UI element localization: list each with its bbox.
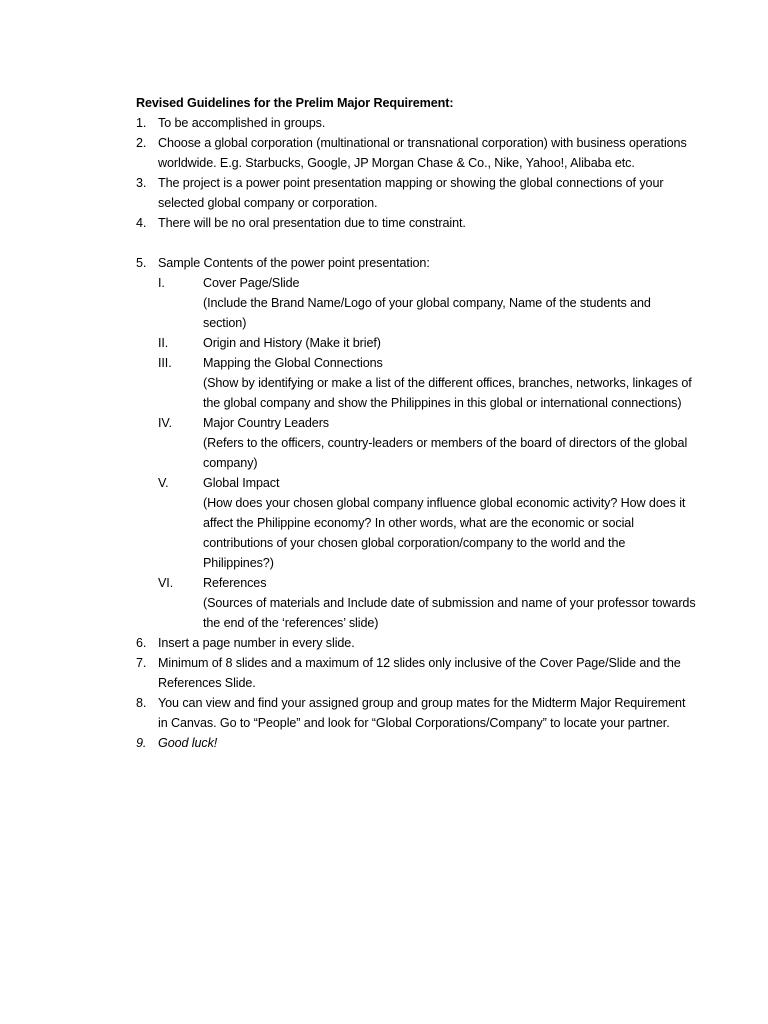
list-item-1 (136, 113, 696, 133)
sublist-body (203, 273, 696, 333)
roman-numeral: IV. (158, 416, 172, 430)
sublist-note: (Refers to the officers, country-leaders or members of the board of directors of the global company) (203, 436, 688, 470)
list-item-2 (136, 133, 696, 173)
roman-numeral: VI. (158, 576, 174, 590)
sublist-heading: Origin and History (Make it brief) (203, 336, 381, 350)
list-content (158, 253, 696, 633)
blank-line (136, 233, 696, 253)
list-number: 5. (136, 256, 147, 270)
sublist-body (203, 353, 696, 413)
list-text: To be accomplished in groups. (158, 116, 326, 130)
sublist-note: (Show by identifying or make a list of the different offices, branches, networks, linkages of the global company and show the Philippines in this global or international connections) (203, 376, 692, 410)
sublist-note: (Sources of materials and Include date of submission and name of your professor towards the end of the ‘references’ slide) (203, 596, 696, 630)
list-number: 1. (136, 116, 147, 130)
document-body (136, 93, 696, 753)
sublist-heading: Cover Page/Slide (203, 276, 300, 290)
sublist-body (203, 413, 696, 473)
list-item-9 (136, 733, 696, 753)
document-title: Revised Guidelines for the Prelim Major Requirement: (136, 96, 454, 110)
list-item-4 (136, 213, 696, 233)
list-text: Choose a global corporation (multinational or transnational corporation) with business operations worldwide. E.g. Starbucks, Google, JP Morgan Chase & Co., Nike, Yahoo!, Alibaba etc. (158, 136, 687, 170)
sublist-item-6 (158, 573, 696, 633)
list-number: 4. (136, 216, 147, 230)
list-number: 2. (136, 136, 147, 150)
list-number: 7. (136, 656, 147, 670)
list-item-6 (136, 633, 696, 653)
sublist-body (203, 573, 696, 633)
list-item-8 (136, 693, 696, 733)
list-item-7 (136, 653, 696, 693)
sublist-note: (Include the Brand Name/Logo of your global company, Name of the students and section) (203, 296, 651, 330)
sublist-body (203, 473, 696, 573)
sublist-heading: Major Country Leaders (203, 416, 329, 430)
list-text: Minimum of 8 slides and a maximum of 12 slides only inclusive of the Cover Page/Slide and the References Slide. (158, 656, 681, 690)
list-text: You can view and find your assigned group and group mates for the Midterm Major Requirement in Canvas. Go to “People” and look for “Global Corporations/Company” to locate your partner. (158, 696, 686, 730)
roman-numeral: II. (158, 336, 169, 350)
list-number: 6. (136, 636, 147, 650)
sublist-note: (How does your chosen global company influence global economic activity? How does it affect the Philippine economy? In other words, what are the economic or social contributions of your chosen global corporation/company to the world and the Philippines?) (203, 496, 686, 570)
list-text: Good luck! (158, 736, 218, 750)
list-text: The project is a power point presentation mapping or showing the global connections of your selected global company or corporation. (158, 176, 664, 210)
list-number: 9. (136, 736, 147, 750)
sublist-heading: Global Impact (203, 476, 280, 490)
list-item-5 (136, 253, 696, 633)
roman-numeral: III. (158, 356, 172, 370)
sublist-body (203, 333, 696, 353)
roman-numeral: V. (158, 476, 169, 490)
list-text: There will be no oral presentation due to time constraint. (158, 216, 466, 230)
roman-numeral: I. (158, 276, 165, 290)
sublist-item-4 (158, 413, 696, 473)
list-text: Sample Contents of the power point presentation: (158, 256, 430, 270)
list-number: 3. (136, 176, 147, 190)
list-item-3 (136, 173, 696, 213)
sublist-item-3 (158, 353, 696, 413)
sublist-heading: References (203, 576, 267, 590)
sublist-item-5 (158, 473, 696, 573)
sublist-item-2 (158, 333, 696, 353)
sublist-item-1 (158, 273, 696, 333)
sublist-heading: Mapping the Global Connections (203, 356, 383, 370)
list-number: 8. (136, 696, 147, 710)
list-text: Insert a page number in every slide. (158, 636, 355, 650)
